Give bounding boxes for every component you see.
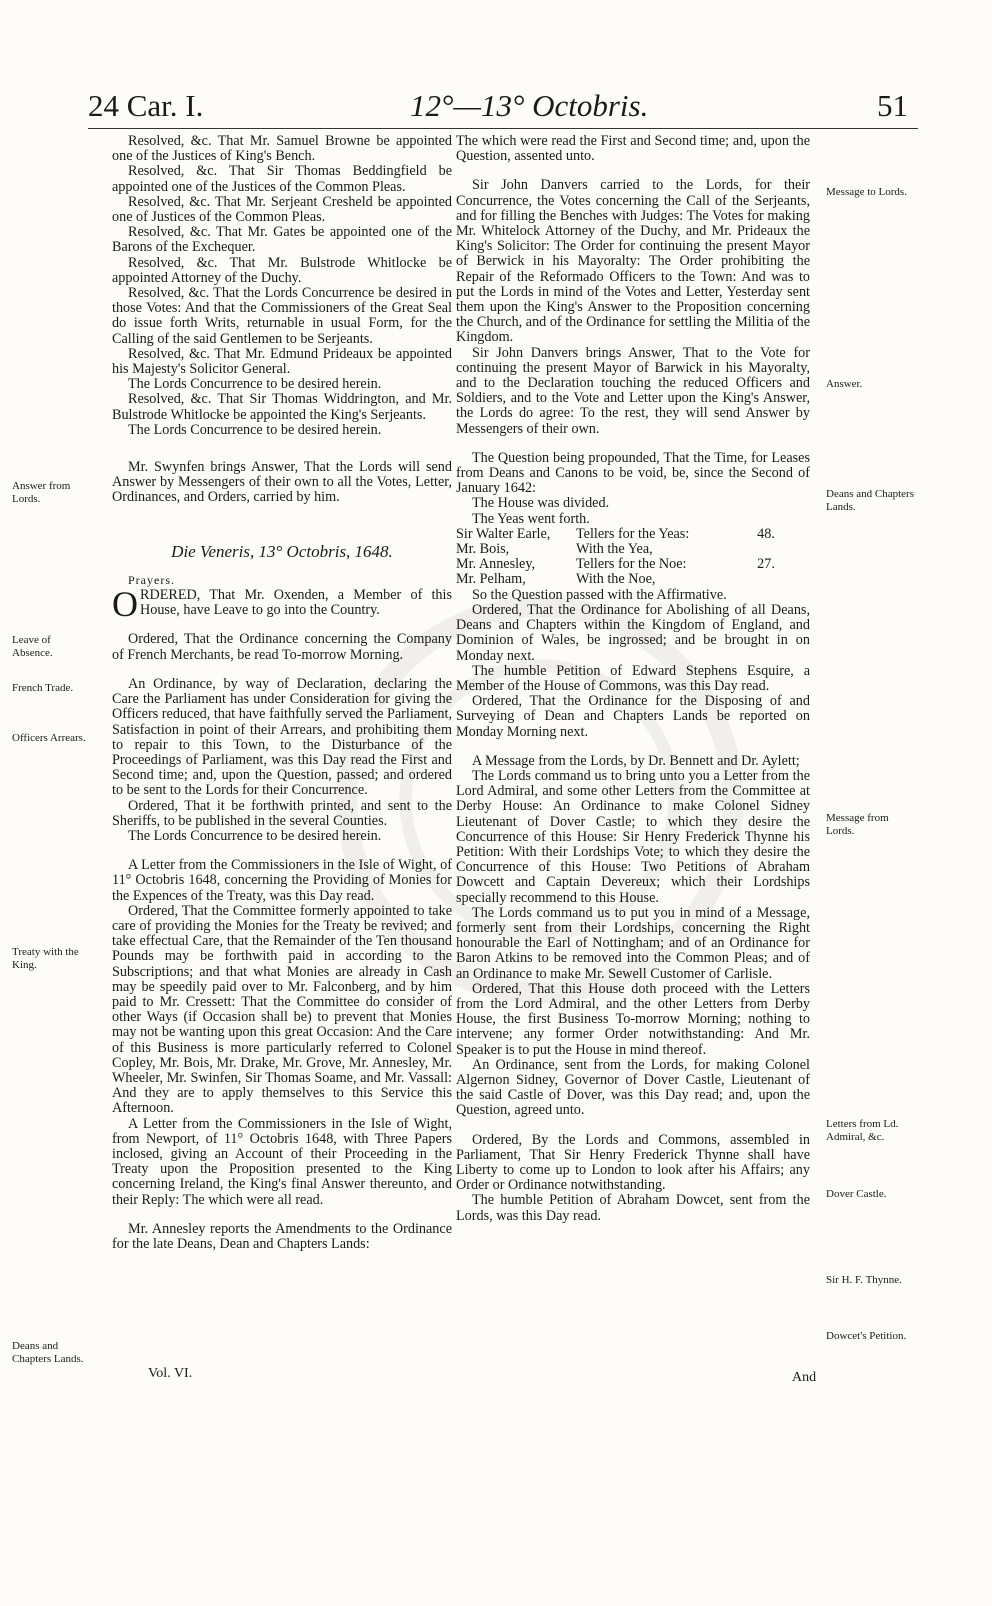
teller-role: With the Noe, <box>576 571 656 588</box>
resolution-paragraph: Resolved, &c. That Sir Thomas Widdrington, and Mr. Bulstrode Whitlocke be appointed the King's Serjeants. <box>112 391 452 423</box>
petition-paragraph: The humble Petition of Edward Stephens Esquire, a Member of the House of Commons, was this Day read. <box>456 662 810 694</box>
margin-note: Message to Lords. <box>826 186 907 198</box>
treaty-paragraph: A Letter from the Commissioners in the Isle of Wight, of 11° Octobris 1648, concerning the Providing of Monies for the Expences of the Treaty, was this Day read. <box>112 857 452 904</box>
message-from-lords-paragraph: The Lords command us to put you in mind of a Message, formerly sent from their Lordships, concerning the Right honourable the Earl of Nottingham; and of an Ordinance for Baron Atkins to be removed into the Common Pleas; and of an Ordinance to make Mr. Sewell Customer of Carlisle. <box>456 904 810 982</box>
deans-order-paragraph: Ordered, That the Ordinance for Abolishing of all Deans, Deans and Chapters within the Kingdom of England, and Dominion of Wales, be ingrossed; and be brought in on Monday next. <box>456 601 810 664</box>
resolution-paragraph: Resolved, &c. That Sir Thomas Beddingfield be appointed one of the Justices of the Common Pleas. <box>112 163 452 195</box>
message-from-lords-paragraph: A Message from the Lords, by Dr. Bennett and Dr. Aylett; <box>472 752 800 769</box>
teller-row <box>456 557 810 572</box>
header-rule <box>88 128 918 129</box>
margin-note: Answer. <box>826 378 863 390</box>
answer-paragraph: Sir John Danvers brings Answer, That to the Vote for continuing the present Mayor of Barwick in his Mayoralty, and to the Declaration touching the reduced Officers and Soldiers, and to the Vote and Letter upon the King's Answer, the Lords do agree: To the rest, they will send Answer by Messengers of their own. <box>456 344 810 437</box>
day-heading: Die Veneris, 13° Octobris, 1648. <box>171 541 393 561</box>
resolution-paragraph: Resolved, &c. That Mr. Gates be appointed one of the Barons of the Exchequer. <box>112 224 452 256</box>
message-from-lords-paragraph: The Lords command us to bring unto you a Letter from the Lord Admiral, and some other Letters from the Committee at Derby House: An Ordinance to make Colonel Sidney Lieutenant of Dover Castle; to which they desire the Concurrence of this House: Sir Henry Frederick Thynne his Petition: With their Lordships Vote; to which they desire the Concurrence of this House: Two Petitions of Abraham Dowcett and Captain Devereux; which their Lordships specially recommend to this House. <box>456 767 810 906</box>
thynne-paragraph: Ordered, By the Lords and Commons, assembled in Parliament, That Sir Henry Frederick Thynne shall have Liberty to come up to London to look after his Affairs; any Order or Ordinance notwithstanding. <box>456 1131 810 1194</box>
officers-paragraph: The Lords Concurrence to be desired herein. <box>128 827 382 844</box>
dover-paragraph: An Ordinance, sent from the Lords, for making Colonel Algernon Sidney, Governor of Dover Castle, Lieutenant of the said Castle of Dover, was this Day read; and, upon the Question, agreed unto. <box>456 1056 810 1119</box>
division-line: The Yeas went forth. <box>472 510 590 527</box>
resolution-paragraph: Resolved, &c. That the Lords Concurrence be desired in those Votes: And that the Commissioners of the Great Seal do issue forth Writs, returnable in usual Form, for the Calling of the said Gentlemen to be Serjeants. <box>112 285 452 347</box>
passed-line: So the Question passed with the Affirmative. <box>472 586 727 603</box>
margin-note: Message from Lords. <box>826 812 889 837</box>
resolution-paragraph: Resolved, &c. That Mr. Edmund Prideaux be appointed his Majesty's Solicitor General. <box>112 345 452 378</box>
teller-name: Sir Walter Earle, <box>456 525 551 542</box>
french-trade-paragraph: Ordered, That the Ordinance concerning the Company of French Merchants, be read To-morrow Morning. <box>112 631 452 663</box>
continuation-paragraph: The which were read the First and Second time; and, upon the Question, assented unto. <box>456 133 810 165</box>
teller-name: Mr. Pelham, <box>456 571 526 588</box>
treaty-paragraph: A Letter from the Commissioners in the Isle of Wight, from Newport, of 11° Octobris 1648, with Three Papers inclosed, giving an Account of their Proceeding in the Treaty upon the Proposition presented to the King concerning Ireland, the King's final Answer thereunto, and their Reply: The which were all read. <box>112 1115 452 1208</box>
prayers-heading: Prayers. <box>128 572 175 587</box>
letters-order-paragraph: Ordered, That this House doth proceed with the Letters from the Lord Admiral, and the other Letters from Derby House, the first Business To-morrow Morning; nothing to intervene; any former Order notwithstanding: And Mr. Speaker is to put the House in mind thereof. <box>456 980 810 1058</box>
teller-role: Tellers for the Noe: <box>576 556 687 573</box>
right-column <box>456 134 810 1224</box>
answer-paragraph: Mr. Swynfen brings Answer, That the Lords will send Answer by Messengers of their own to all the Votes, Letter, Ordinances, and Orders, carried by him. <box>112 459 452 506</box>
officers-paragraph: An Ordinance, by way of Declaration, declaring the Care the Parliament has under Consideration for giving the Officers reduced, that have faithfully served the Parliament, Satisfaction in point of their Arrears, and prohibiting them to repair to this Town, to the Disturbance of the Proceedings of Parliament, was this Day read the First and Second time; and, upon the Question, passed; and ordered to be sent to the Lords for their Concurrence. <box>112 675 452 799</box>
volume-signature: Vol. VI. <box>148 1366 193 1381</box>
teller-count <box>746 542 786 557</box>
message-to-lords-paragraph: Sir John Danvers carried to the Lords, for their Concurrence, the Votes concerning the Call of the Serjeants, and for filling the Benches with Judges: The Votes for making Mr. Whitelock Attorney of the Duchy, and Mr. Prideaux the King's Solicitor: The Order for continuing the present Mayor of Berwick in his Mayoralty: The Order prohibiting the Repair of the Reformado Officers to the Town: And was to put the Lords in mind of the Votes and Letter, Yesterday sent them upon the King's Answer to the Proposition concerning the Church, and of the Ordinance for settling the Militia of the Kingdom. <box>456 177 810 346</box>
leave-text: RDERED, That Mr. Oxenden, a Member of this House, have Leave to go into the Country. <box>140 587 452 619</box>
resolution-paragraph: Resolved, &c. That Mr. Serjeant Cresheld be appointed one of Justices of the Common Pleas. <box>112 193 452 226</box>
resolution-paragraph: Resolved, &c. That Mr. Samuel Browne be appointed one of the Justices of King's Bench. <box>112 133 452 165</box>
running-header <box>88 88 908 138</box>
resolution-paragraph: Resolved, &c. That Mr. Bulstrode Whitlocke be appointed Attorney of the Duchy. <box>112 254 452 286</box>
left-column <box>112 134 452 1252</box>
margin-note: Sir H. F. Thynne. <box>826 1274 902 1286</box>
teller-count <box>746 572 786 587</box>
margin-note: Deans and Chapters Lands. <box>826 488 914 513</box>
margin-note: French Trade. <box>12 682 74 694</box>
teller-role: Tellers for the Yeas: <box>576 525 690 542</box>
deans-paragraph: Mr. Annesley reports the Amendments to the Ordinance for the late Deans, Dean and Chapters Lands: <box>112 1220 452 1252</box>
header-date: 12°—13° Octobris. <box>410 88 649 123</box>
margin-note: Letters from Ld. Admiral, &c. <box>826 1118 899 1143</box>
teller-name: Mr. Bois, <box>456 541 510 558</box>
margin-note: Dover Castle. <box>826 1188 887 1200</box>
page-number: 51 <box>877 88 908 123</box>
officers-paragraph: Ordered, That it be forthwith printed, and sent to the Sheriffs, to be published in the several Counties. <box>112 797 452 829</box>
catchword: And <box>792 1370 817 1385</box>
header-regnal-year: 24 Car. I. <box>88 88 204 123</box>
teller-row <box>456 527 810 542</box>
margin-note: Dowcet's Petition. <box>826 1330 907 1342</box>
dowcet-paragraph: The humble Petition of Abraham Dowcet, sent from the Lords, was this Day read. <box>456 1192 810 1224</box>
drop-cap: O <box>112 584 138 625</box>
teller-row <box>456 572 810 587</box>
teller-name: Mr. Annesley, <box>456 556 536 573</box>
teller-count: 27. <box>757 556 775 573</box>
margin-note: Leave of Absence. <box>12 634 53 659</box>
margin-note: Officers Arrears. <box>12 732 86 744</box>
division-line: The House was divided. <box>472 495 610 512</box>
margin-note: Deans and Chapters Lands. <box>12 1340 84 1365</box>
leave-paragraph <box>112 584 452 625</box>
margin-note: Treaty with the King. <box>12 946 79 971</box>
teller-count: 48. <box>757 525 775 542</box>
teller-row <box>456 542 810 557</box>
resolution-paragraph: The Lords Concurrence to be desired herein. <box>128 421 382 438</box>
resolution-paragraph: The Lords Concurrence to be desired herein. <box>128 376 382 393</box>
deans-order-paragraph: Ordered, That the Ordinance for the Disposing of and Surveying of Dean and Chapters Lands be reported on Monday Morning next. <box>456 693 810 740</box>
tellers-table <box>456 527 810 588</box>
treaty-paragraph: Ordered, That the Committee formerly appointed to take care of providing the Monies for the Treaty be revived; and take effectual Care, that the Remainder of the Ten thousand Pounds may be forthwith paid in according to the Subscriptions; and that what Monies are already in Cash may be speedily paid over to Mr. Falconberg, and by him paid to Mr. Cressett: That the Committee do consider of other Ways (if Occasion shall be) to prevent that Monies may not be wanting upon this great Occasion: And the Care of this Business is more particularly referred to Colonel Copley, Mr. Bois, Mr. Drake, Mr. Grove, Mr. Annesley, Mr. Wheeler, Mr. Swinfen, Sir Thomas Soame, and Mr. Vassall: And they are to apply themselves to this Service this Afternoon. <box>112 902 452 1117</box>
teller-role: With the Yea, <box>576 541 653 558</box>
margin-note: Answer from Lords. <box>12 480 71 505</box>
deans-question-paragraph: The Question being propounded, That the Time, for Leases from Deans and Canons to be void, be, since the Second of January 1642: <box>456 449 810 497</box>
